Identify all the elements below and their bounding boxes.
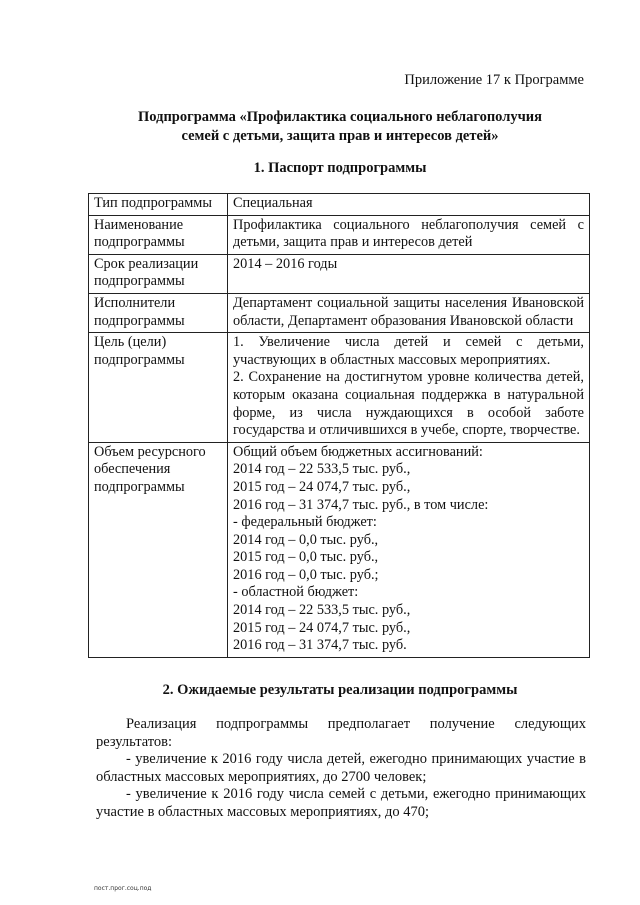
passport-table	[88, 193, 590, 658]
table-row	[89, 333, 590, 443]
table-row	[89, 442, 590, 657]
budget-line: 2015 год – 0,0 тыс. руб.,	[233, 549, 379, 566]
appendix-caption: Приложение 17 к Программе	[404, 72, 584, 88]
budget-line: 2014 год – 0,0 тыс. руб.,	[233, 531, 379, 548]
budget-line: 2014 год – 22 533,5 тыс. руб.,	[233, 602, 411, 619]
table-row	[89, 194, 590, 216]
row-label: Наименование подпрограммы	[89, 215, 228, 254]
title-line-1: Подпрограмма «Профилактика социального неблагополучия	[138, 109, 542, 125]
paragraph: - увеличение к 2016 году числа семей с детьми, ежегодно принимающих участие в областных массовых мероприятиях, до 470;	[96, 786, 586, 820]
row-value	[228, 333, 590, 443]
table-row	[89, 215, 590, 254]
budget-line: 2016 год – 31 374,7 тыс. руб.	[233, 637, 407, 654]
budget-line: 2015 год – 24 074,7 тыс. руб.,	[233, 478, 411, 495]
row-label: Тип подпрограммы	[89, 194, 228, 216]
section-1-heading: 1. Паспорт подпрограммы	[253, 160, 427, 176]
row-value: Профилактика социального неблагополучия семей с детьми, защита прав и интересов детей	[228, 215, 590, 254]
row-value: Департамент социальной защиты населения Ивановской области, Департамент образования Ивановской области	[228, 293, 590, 332]
budget-line: - областной бюджет:	[233, 584, 359, 601]
title-line-2: семей с детьми, защита прав и интересов детей»	[181, 128, 499, 144]
budget-line: 2016 год – 31 374,7 тыс. руб., в том числе:	[233, 496, 489, 513]
row-value: Специальная	[228, 194, 590, 216]
budget-line: - федеральный бюджет:	[233, 514, 377, 531]
goal-2: 2. Сохранение на достигнутом уровне количества детей, которым оказана социальная поддержка в натуральной форме, из числа нуждающихся в особой заботе государства и отличившихся в учебе, спорте, творчестве.	[233, 369, 584, 439]
footer-code: пост.прог.соц.под	[94, 885, 152, 892]
budget-line: Общий объем бюджетных ассигнований:	[233, 443, 483, 460]
budget-line: 2014 год – 22 533,5 тыс. руб.,	[233, 461, 411, 478]
table-row	[89, 254, 590, 293]
paragraph: Реализация подпрограммы предполагает получение следующих результатов:	[96, 716, 586, 750]
row-label: Объем ресурсного обеспечения подпрограммы	[89, 442, 228, 657]
section-2-heading: 2. Ожидаемые результаты реализации подпрограммы	[162, 682, 518, 698]
row-label: Исполнители подпрограммы	[89, 293, 228, 332]
budget-line: 2015 год – 24 074,7 тыс. руб.,	[233, 619, 411, 636]
row-value	[228, 442, 590, 657]
row-label: Цель (цели) подпрограммы	[89, 333, 228, 443]
goal-1: 1. Увеличение числа детей и семей с детьми, участвующих в областных массовых мероприятиях.	[233, 334, 584, 368]
row-value: 2014 – 2016 годы	[228, 254, 590, 293]
table-row	[89, 293, 590, 332]
results-text	[96, 716, 586, 822]
row-label: Срок реализации подпрограммы	[89, 254, 228, 293]
paragraph: - увеличение к 2016 году числа детей, ежегодно принимающих участие в областных массовых мероприятиях, до 2700 человек;	[96, 751, 586, 785]
budget-line: 2016 год – 0,0 тыс. руб.;	[233, 566, 379, 583]
subprogram-title	[90, 108, 590, 146]
